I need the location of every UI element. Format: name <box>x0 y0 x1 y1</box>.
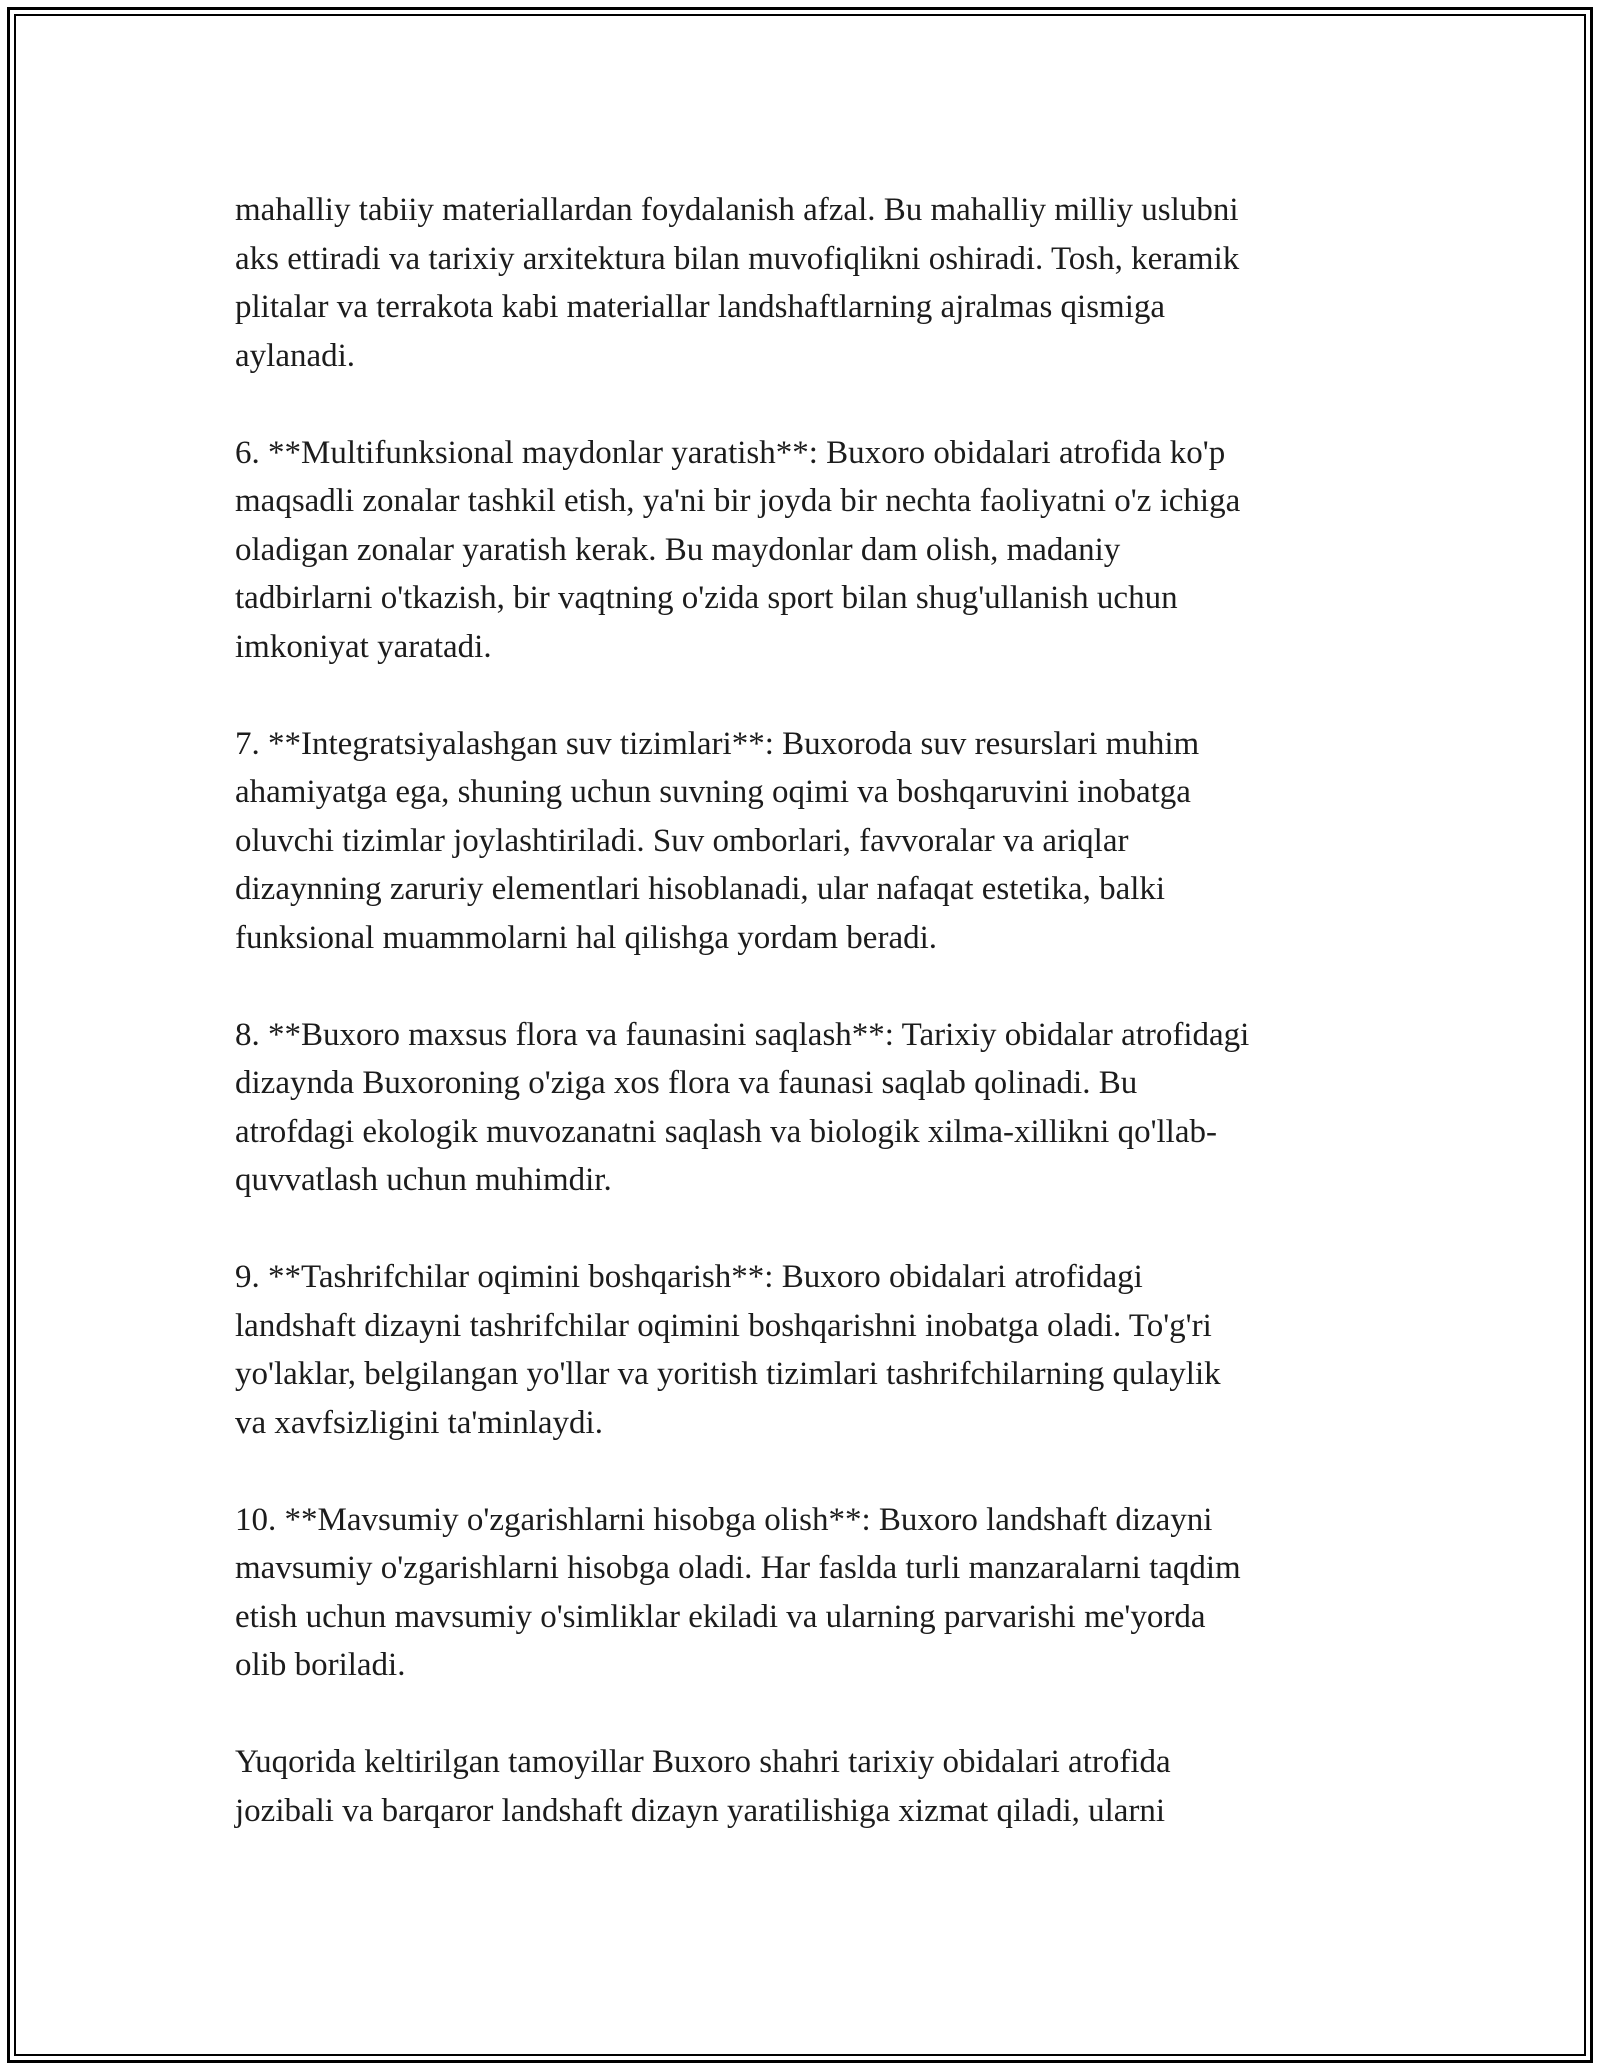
paragraph-item-10 <box>235 1496 1375 1690</box>
text-line: va xavfsizligini ta'minlaydi. <box>235 1404 603 1441</box>
paragraph-item-6 <box>235 429 1375 672</box>
text-line: aylanadi. <box>235 337 356 374</box>
text-line: mavsumiy o'zgarishlarni hisobga oladi. Har faslda turli manzaralarni taqdim <box>235 1550 1241 1586</box>
text-line: olib boriladi. <box>235 1647 406 1683</box>
paragraph-materials <box>235 186 1375 380</box>
text-line: jozibali va barqaror landshaft dizayn yaratilishiga xizmat qiladi, ularni <box>235 1792 1166 1829</box>
text-line: yo'laklar, belgilangan yo'llar va yoritish tizimlari tashrifchilarning qulaylik <box>235 1356 1221 1392</box>
text-line: tadbirlarni o'tkazish, bir vaqtning o'zida sport bilan shug'ullanish uchun <box>235 580 1178 616</box>
text-line: mahalliy tabiiy materiallardan foydalanish afzal. Bu mahalliy milliy uslubni <box>235 192 1239 228</box>
text-line: maqsadli zonalar tashkil etish, ya'ni bir joyda bir nechta faoliyatni o'z ichiga <box>235 483 1241 519</box>
text-line: oluvchi tizimlar joylashtiriladi. Suv omborlari, favvoralar va ariqlar <box>235 822 1129 859</box>
paragraph-conclusion <box>235 1738 1375 1835</box>
text-line: dizaynda Buxoroning o'ziga xos flora va faunasi saqlab qolinadi. Bu <box>235 1065 1138 1101</box>
text-line: oladigan zonalar yaratish kerak. Bu maydonlar dam olish, madaniy <box>235 531 1121 568</box>
text-line: plitalar va terrakota kabi materiallar landshaftlarning ajralmas qismiga <box>235 289 1166 325</box>
text-line: 10. **Mavsumiy o'zgarishlarni hisobga olish**: Buxoro landshaft dizayni <box>235 1501 1213 1538</box>
text-line: etish uchun mavsumiy o'simliklar ekiladi va ularning parvarishi me'yorda <box>235 1598 1206 1635</box>
text-line: atrofdagi ekologik muvozanatni saqlash va biologik xilma-xillikni qo'llab- <box>235 1113 1217 1150</box>
text-line: dizaynning zaruriy elementlari hisoblanadi, ular nafaqat estetika, balki <box>235 871 1166 907</box>
text-line: 9. **Tashrifchilar oqimini boshqarish**: Buxoro obidalari atrofidagi <box>235 1259 1143 1295</box>
paragraph-item-8 <box>235 1011 1375 1205</box>
text-line: imkoniyat yaratadi. <box>235 628 492 665</box>
text-line: landshaft dizayni tashrifchilar oqimini boshqarishni inobatga oladi. To'g'ri <box>235 1307 1212 1344</box>
text-line: aks ettiradi va tarixiy arxitektura bilan muvofiqlikni oshiradi. Tosh, keramik <box>235 240 1240 277</box>
text-line: 7. **Integratsiyalashgan suv tizimlari**: Buxoroda suv resurslari muhim <box>235 725 1200 762</box>
text-line: Yuqorida keltirilgan tamoyillar Buxoro shahri tarixiy obidalari atrofida <box>235 1744 1171 1780</box>
paragraph-item-9 <box>235 1253 1375 1447</box>
paragraph-item-7 <box>235 720 1375 963</box>
text-line: 8. **Buxoro maxsus flora va faunasini saqlash**: Tarixiy obidalar atrofidagi <box>235 1016 1250 1053</box>
document-body <box>235 186 1375 1884</box>
text-line: 6. **Multifunksional maydonlar yaratish**: Buxoro obidalari atrofida ko'p <box>235 434 1226 471</box>
text-line: funksional muammolarni hal qilishga yordam beradi. <box>235 919 938 956</box>
text-line: ahamiyatga ega, shuning uchun suvning oqimi va boshqaruvini inobatga <box>235 774 1191 810</box>
text-line: quvvatlash uchun muhimdir. <box>235 1162 612 1198</box>
